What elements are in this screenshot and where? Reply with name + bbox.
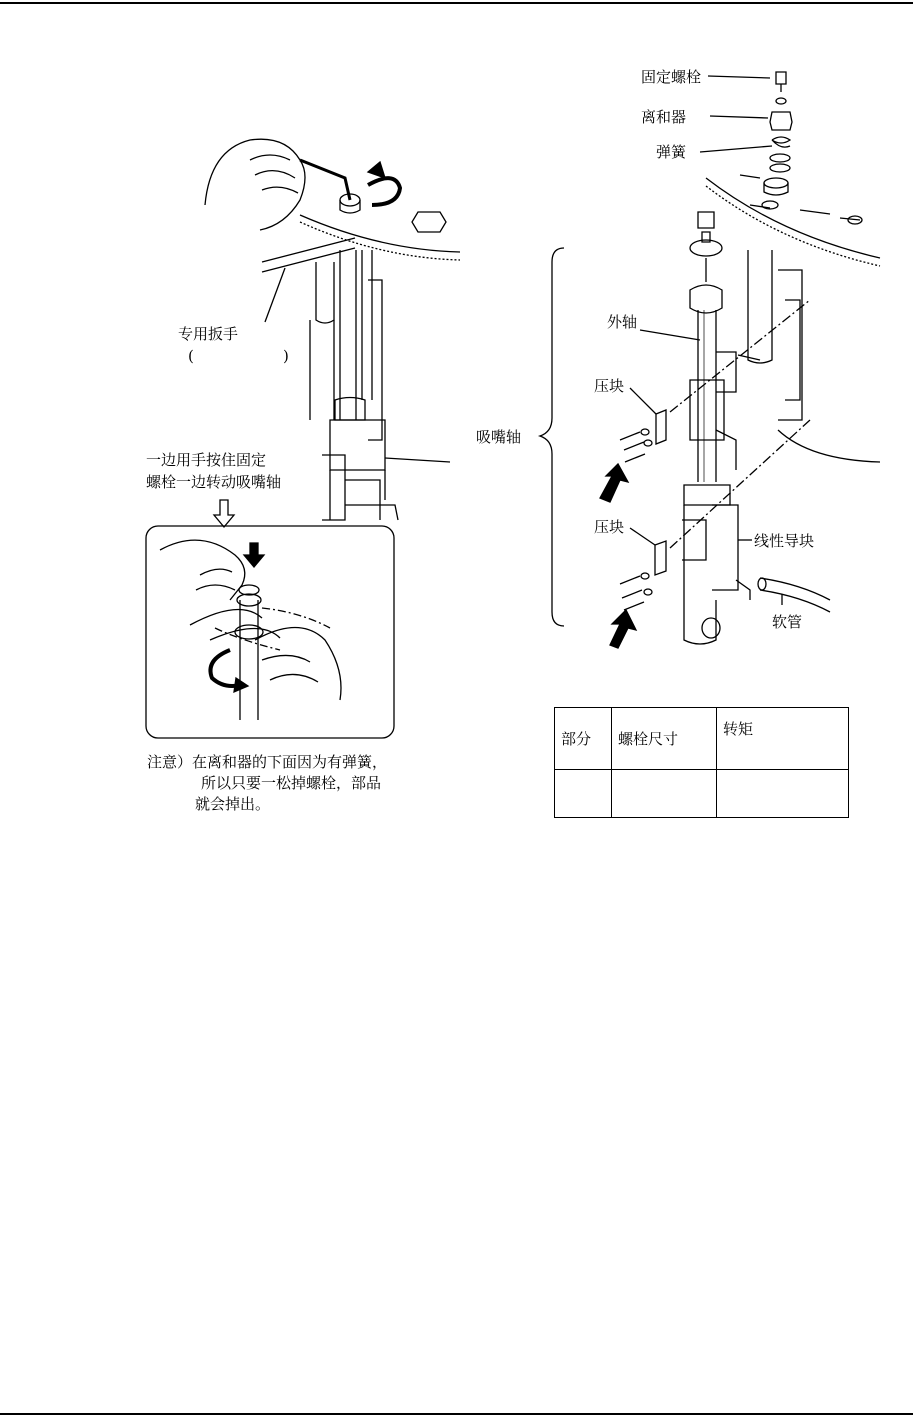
instruction-line-1: 一边用手按住固定 (146, 451, 267, 469)
table-cell (555, 770, 612, 818)
table-cell (612, 770, 717, 818)
table-header-row (555, 708, 849, 770)
label-clutch: 离和器 (641, 108, 687, 126)
table-row (555, 770, 849, 818)
wrench-paren-close: ) (283, 347, 289, 365)
note-line-2: 所以只要一松掉螺栓，部品 (201, 774, 382, 792)
table-cell (717, 770, 849, 818)
label-fixing-bolt: 固定螺栓 (641, 68, 702, 86)
note-line-1: 注意）在离和器的下面因为有弹簧， (147, 753, 388, 771)
label-hose: 软管 (772, 613, 803, 631)
header-bolt-size: 螺栓尺寸 (612, 708, 717, 770)
wrench-paren-open: ( (188, 347, 194, 365)
caution-note (147, 752, 387, 815)
label-outer-shaft: 外轴 (607, 313, 638, 331)
label-press-block-lower: 压块 (594, 518, 625, 536)
spec-table (554, 707, 849, 818)
label-spring: 弹簧 (656, 143, 687, 161)
header-torque: 转矩 (717, 708, 849, 770)
label-nozzle-shaft: 吸嘴轴 (476, 428, 522, 446)
label-linear-guide: 线性导块 (754, 532, 815, 550)
wrench-label: 专用扳手 (178, 325, 239, 343)
header-part: 部分 (555, 708, 612, 770)
note-line-3: 就会掉出。 (195, 795, 271, 813)
instruction-line-2: 螺栓一边转动吸嘴轴 (146, 473, 282, 491)
label-press-block-upper: 压块 (594, 377, 625, 395)
